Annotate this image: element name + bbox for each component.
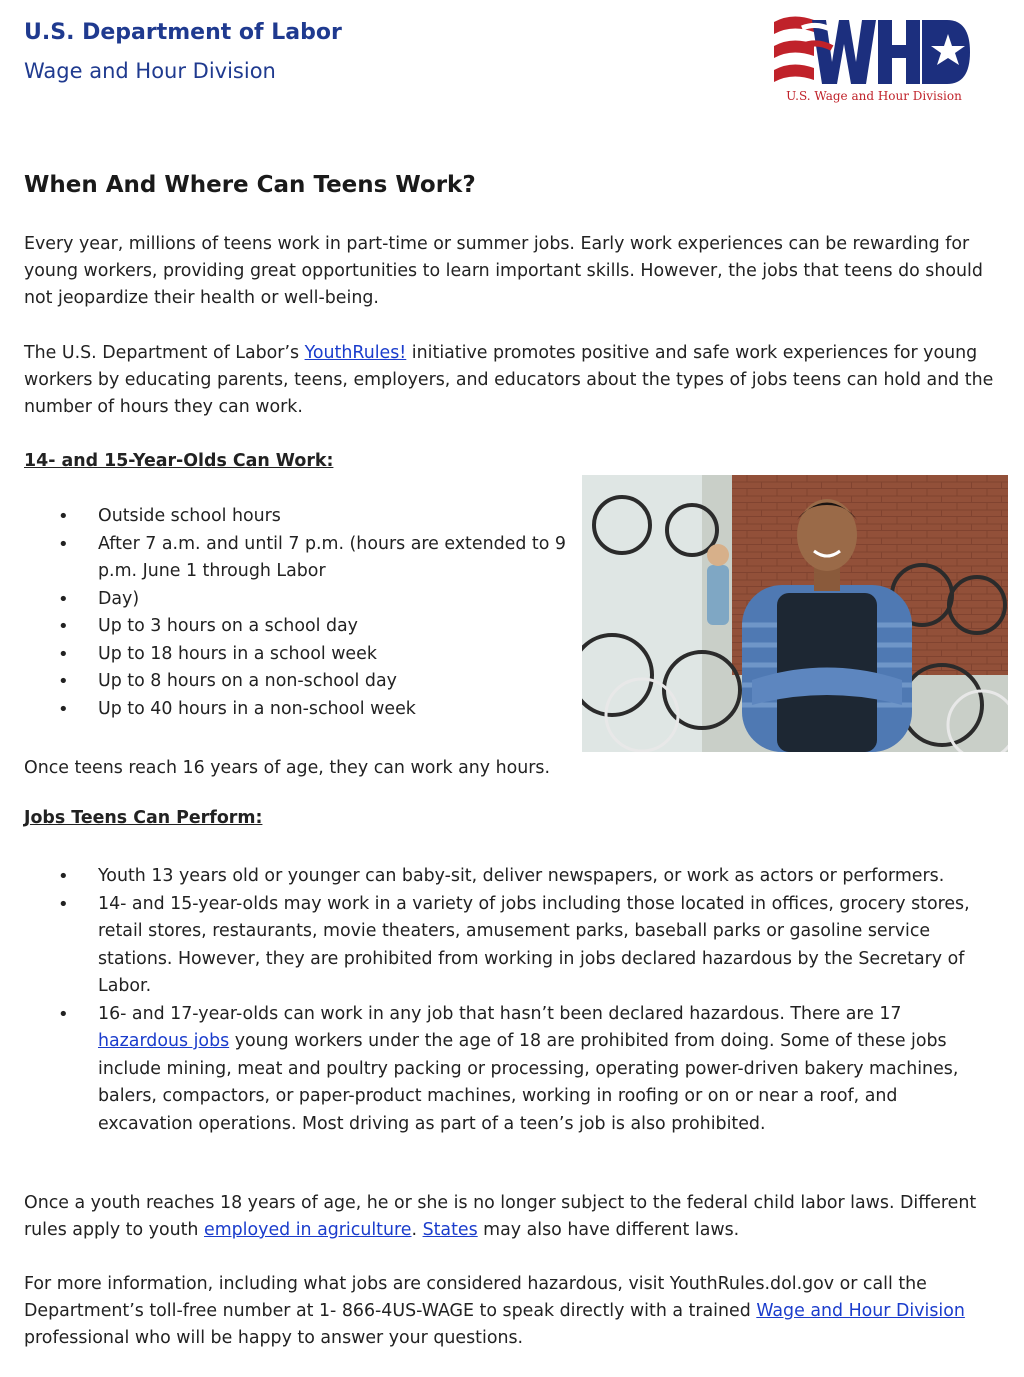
page-title: When And Where Can Teens Work? (24, 172, 476, 198)
youthrules-text-after: initiative promotes positive and safe work experiences for young workers by educating parents, teens, employers, and educators about the types of jobs teens can hold and the number of hours they can work. (24, 343, 994, 417)
list-item: • Up to 8 hours on a non-school day (24, 668, 580, 696)
section-heading-jobs: Jobs Teens Can Perform: (24, 808, 263, 828)
more-info-text-after: professional who will be happy to answer your questions. (24, 1328, 524, 1348)
youthrules-link[interactable]: YouthRules! (304, 343, 407, 363)
list-item: • 14- and 15-year-olds may work in a variety of jobs including those located in offices, grocery stores, retail stores, restaurants, movie theaters, amusement parks, baseball parks or gasoline service stations. However, they are prohibited from working in jobs declared hazardous by the Secretary of Labor. (24, 891, 990, 1001)
states-text-after: may also have different laws. (477, 1220, 740, 1240)
age-18-paragraph (24, 1190, 1000, 1244)
states-link[interactable]: States (422, 1220, 478, 1240)
hazardous-text-before: 16- and 17-year-olds can work in any job that hasn’t been declared hazardous. There are 17 (98, 1003, 902, 1024)
list-item: • Day) (24, 586, 580, 614)
agency-header (24, 18, 342, 88)
hours-note: Once teens reach 16 years of age, they can work any hours. (24, 758, 551, 778)
intro-paragraph: Every year, millions of teens work in part-time or summer jobs. Early work experiences can be rewarding for young workers, providing great opportunities to learn important skills. However, the jobs that teens do should not jeopardize their health or well-being. (24, 234, 983, 308)
list-item: • Up to 3 hours on a school day (24, 613, 580, 641)
hazardous-jobs-link[interactable]: hazardous jobs (98, 1031, 230, 1051)
wage-hour-division-link[interactable]: Wage and Hour Division (756, 1301, 965, 1321)
age-18-text: Once a youth reaches 18 years of age, he or she is no longer subject to the federal child labor laws. Different rules apply to youth (24, 1193, 977, 1240)
list-item (24, 1001, 990, 1139)
jobs-list (24, 863, 990, 1138)
list-item: • Outside school hours (24, 503, 580, 531)
department-name: U.S. Department of Labor (24, 20, 342, 45)
hazardous-text-after: young workers under the age of 18 are prohibited from doing. Some of these jobs include mining, meat and poultry packing or processing, operating power-driven bakery machines, balers, compactors, or paper-product machines, working in roofing or on or near a roof, and excavation operations. Most driving as part of a teen’s job is also prohibited. (98, 1031, 959, 1134)
hours-list (24, 503, 580, 723)
list-item: • Up to 40 hours in a non-school week (24, 696, 580, 724)
more-info-paragraph (24, 1271, 1000, 1352)
youthrules-paragraph (24, 340, 1000, 421)
agriculture-link[interactable]: employed in agriculture (204, 1220, 412, 1240)
list-item: • After 7 a.m. and until 7 p.m. (hours are extended to 9 p.m. June 1 through Labor (24, 531, 580, 586)
division-name: Wage and Hour Division (24, 59, 276, 83)
section-heading-hours: 14- and 15-Year-Olds Can Work: (24, 451, 334, 471)
logo-caption: U.S. Wage and Hour Division (786, 89, 962, 103)
list-item: • Up to 18 hours in a school week (24, 641, 580, 669)
youthrules-text-before: The U.S. Department of Labor’s (24, 343, 305, 363)
teen-bike-shop-photo (582, 475, 1008, 752)
separator-text: . (411, 1220, 423, 1240)
more-info-text: For more information, including what jobs are considered hazardous, visit YouthRules.dol.gov or call the Department’s toll-free number at 1- 866-4US-WAGE to speak directly with a trained (24, 1274, 927, 1321)
list-item: • Youth 13 years old or younger can baby-sit, deliver newspapers, or work as actors or performers. (24, 863, 990, 891)
